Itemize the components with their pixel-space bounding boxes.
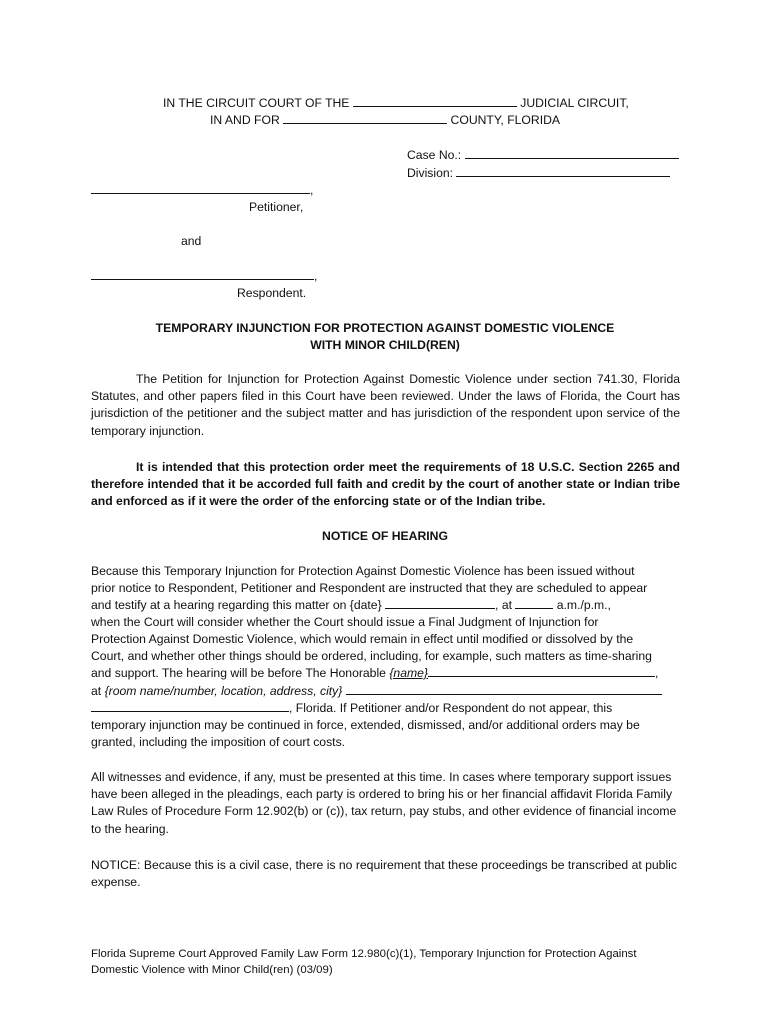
intro-paragraph: The Petition for Injunction for Protection Against Domestic Violence under section 741.30, Florida Statutes, and other papers filed in this Court have been reviewed. Under the laws of Florida, the Court has jurisdiction of the petitioner and the subject matter and has jurisdiction of the respondent upon service of the temporary injunction. (91, 372, 680, 438)
full-faith-paragraph: It is intended that this protection order meet the requirements of 18 U.S.C. Section 2265 and therefore intended that it be accorded full faith and credit by the court of another state or Indian tribe and enforced as if it were the order of the enforcing state or of the Indian tribe. (91, 460, 680, 509)
court-header-line1: IN THE CIRCUIT COURT OF THE JUDICIAL CIRCUIT, (163, 96, 629, 110)
division-field[interactable] (456, 165, 670, 177)
judge-name-field[interactable] (428, 665, 655, 677)
hearing-date-field[interactable] (385, 597, 495, 609)
court-header-line2: IN AND FOR COUNTY, FLORIDA (210, 113, 561, 127)
location-row: at {room name/number, location, address, city} (91, 683, 662, 700)
respondent-label: Respondent. (237, 286, 307, 300)
form-title-line1: TEMPORARY INJUNCTION FOR PROTECTION AGAINST DOMESTIC VIOLENCE (155, 321, 615, 335)
witness-paragraph: All witnesses and evidence, if any, must be presented at this time. In cases where temporary support issues have been alleged in the pleadings, each party is ordered to bring his or her financial affidavit Florida Family Law Rules of Procedure Form 12.902(b) or (c)), tax return, pay stubs, and other evidence of financial income to the hearing. (91, 770, 677, 836)
form-title-line2: WITH MINOR CHILD(REN) (310, 338, 460, 352)
respondent-name-row: , (91, 268, 317, 283)
hearing-date-row: and testify at a hearing regarding this matter on {date} , at a.m./p.m., (91, 598, 611, 612)
county-blank[interactable] (283, 112, 447, 124)
location-field[interactable] (346, 683, 662, 695)
and-text: and (181, 234, 202, 248)
judicial-circuit-blank[interactable] (353, 95, 517, 107)
location-row-2: , Florida. If Petitioner and/or Respondent do not appear, this (91, 700, 612, 717)
case-number-row: Case No.: (407, 147, 679, 162)
location-placeholder: {room name/number, location, address, city} (104, 684, 343, 698)
judge-row: and support. The hearing will be before The Honorable {name} , (91, 666, 659, 680)
hearing-line: temporary injunction may be continued in force, extended, dismissed, and/or additional orders may be (91, 718, 640, 732)
hearing-line: granted, including the imposition of court costs. (91, 735, 346, 749)
hearing-line: prior notice to Respondent, Petitioner and Respondent are instructed that they are scheduled to appear (91, 581, 648, 595)
hearing-line: when the Court will consider whether the Court should issue a Final Judgment of Injunction for (91, 615, 599, 629)
hearing-time-field[interactable] (515, 597, 553, 609)
footer-line1: Florida Supreme Court Approved Family Law Form 12.980(c)(1), Temporary Injunction for Protection Against (91, 948, 637, 960)
division-row: Division: (407, 165, 670, 180)
notice-of-hearing-heading: NOTICE OF HEARING (322, 529, 448, 543)
respondent-name-field[interactable] (91, 268, 314, 280)
petitioner-name-field[interactable] (91, 182, 310, 194)
petitioner-label: Petitioner, (249, 200, 304, 214)
location-field-2[interactable] (91, 700, 289, 712)
petitioner-name-row: , (91, 182, 313, 197)
hearing-line: Court, and whether other things should be ordered, including, for example, such matters as time-sharing (91, 649, 652, 663)
hearing-line: Because this Temporary Injunction for Protection Against Domestic Violence has been issued without (91, 564, 635, 578)
notice-paragraph: NOTICE: Because this is a civil case, there is no requirement that these proceedings be transcribed at public expense. (91, 858, 677, 890)
footer-line2: Domestic Violence with Minor Child(ren) (03/09) (91, 964, 333, 976)
case-number-field[interactable] (465, 147, 679, 159)
hearing-line: Protection Against Domestic Violence, which would remain in effect until modified or dissolved by the (91, 632, 634, 646)
judge-name-placeholder[interactable]: {name} (389, 666, 428, 680)
